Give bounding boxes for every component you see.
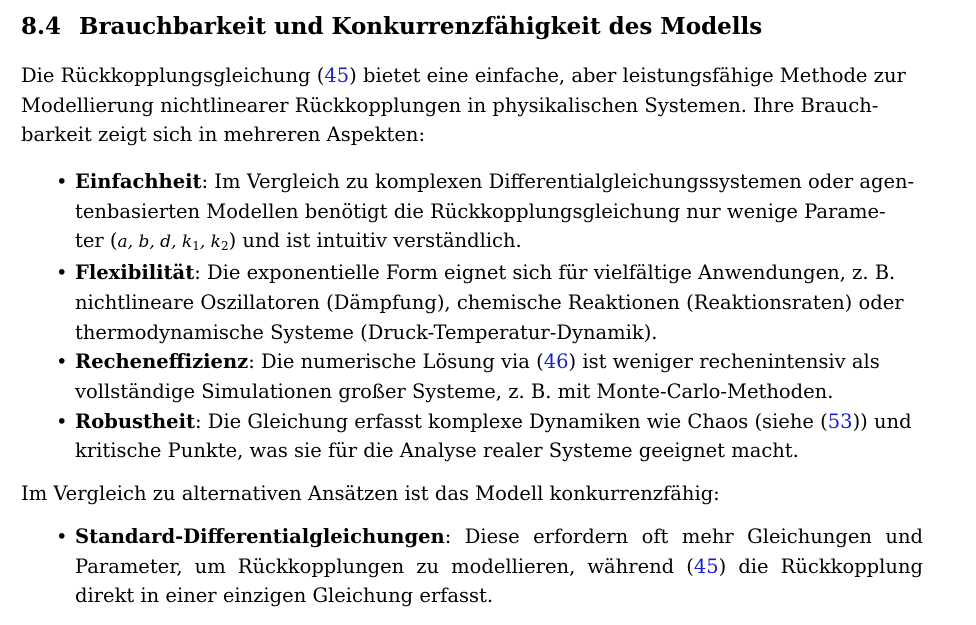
intro-line: barkeit zeigt sich in mehreren Aspekten:: [21, 123, 426, 147]
param-symbol: a: [117, 232, 128, 253]
intro-text: ) bietet eine einfache, aber leistungsfähige Methode zur: [349, 64, 906, 87]
item-term: Flexibilität: [75, 261, 195, 285]
comparison-list: [21, 522, 923, 611]
item-line: direkt in einer einzigen Gleichung erfasst.: [75, 584, 494, 608]
list-item: [21, 258, 923, 347]
param-subscript: 1: [192, 239, 200, 254]
bullet-icon: •: [56, 350, 68, 374]
item-text: ) und ist intuitiv verständlich.: [228, 229, 522, 253]
item-line: [75, 552, 923, 582]
item-term: Standard-Differentialgleichungen: [75, 525, 445, 548]
comparison-intro: [21, 479, 923, 509]
item-line: [75, 258, 923, 288]
item-text: : Im Vergleich zu komplexen Differentialgleichungssystemen oder agen-: [201, 170, 915, 193]
item-text: : Die exponentielle Form eignet sich für vielfältige Anwendungen, z. B.: [194, 261, 896, 285]
item-text: ) ist weniger rechenintensiv als: [568, 350, 880, 374]
usability-list: [21, 167, 923, 466]
bullet-icon: •: [56, 409, 68, 433]
item-line: nichtlineare Oszillatoren (Dämpfung), chemische Reaktionen (Reaktionsraten) oder: [75, 290, 904, 314]
parameter-list: a, b, d, $k_1$, $k_2$: [117, 232, 229, 254]
item-line: kritische Punkte, was sie für die Analyse realer Systeme geeignet macht.: [75, 439, 799, 463]
item-text: : Die numerische Lösung via (: [248, 350, 544, 374]
list-item: [21, 347, 923, 406]
item-line: tenbasierten Modellen benötigt die Rückkopplungsgleichung nur wenige Parame-: [75, 199, 886, 223]
item-line: [75, 407, 923, 437]
param-symbol: d: [160, 232, 172, 253]
item-line: [75, 167, 923, 197]
item-text: : Diese erfordern oft mehr Gleichungen und: [444, 525, 923, 548]
item-text: )) und: [852, 409, 912, 433]
item-line: [75, 347, 923, 377]
item-text: ter (: [75, 229, 118, 253]
intro-text: Die Rückkopplungsgleichung (: [21, 64, 325, 87]
intro-paragraph: [21, 61, 923, 150]
item-term: Robustheit: [75, 409, 196, 433]
section-title: Brauchbarkeit und Konkurrenzfähigkeit des Modells: [79, 13, 763, 40]
item-line: thermodynamische Systeme (Druck-Temperatur-Dynamik).: [75, 320, 658, 344]
param-symbol: k: [210, 232, 221, 253]
item-line: vollständige Simulationen großer Systeme, z. B. mit Monte-Carlo-Methoden.: [75, 379, 834, 403]
list-item: [21, 167, 923, 258]
section-heading: [21, 10, 762, 44]
comparison-line: Im Vergleich zu alternativen Ansätzen ist das Modell konkurrenzfähig:: [21, 482, 720, 505]
item-term: Einfachheit: [75, 170, 202, 193]
equation-ref-link[interactable]: 45: [693, 554, 719, 578]
intro-line: [21, 61, 923, 91]
item-line: [75, 226, 923, 258]
list-item: [21, 407, 923, 466]
bullet-icon: •: [56, 525, 68, 548]
item-text: Parameter, um Rückkopplungen zu modellieren, während (: [75, 554, 694, 578]
param-subscript: 2: [220, 239, 229, 254]
bullet-icon: •: [56, 261, 68, 285]
equation-ref-link[interactable]: 46: [543, 350, 569, 374]
intro-line: Modellierung nichtlinearer Rückkopplungen in physikalischen Systemen. Ihre Brauch-: [21, 93, 879, 117]
section-number: 8.4: [21, 13, 62, 40]
param-symbol: b: [138, 232, 150, 253]
equation-ref-link[interactable]: 45: [324, 64, 350, 87]
bullet-icon: •: [56, 170, 68, 193]
param-symbol: k: [181, 232, 193, 253]
item-term: Recheneffizienz: [75, 350, 249, 374]
list-item: [21, 522, 923, 611]
item-text: : Die Gleichung erfasst komplexe Dynamiken wie Chaos (siehe (: [195, 409, 828, 433]
equation-ref-link[interactable]: 53: [827, 409, 853, 433]
item-text: ) die Rückkopplung: [718, 554, 923, 578]
item-line: [75, 522, 923, 552]
